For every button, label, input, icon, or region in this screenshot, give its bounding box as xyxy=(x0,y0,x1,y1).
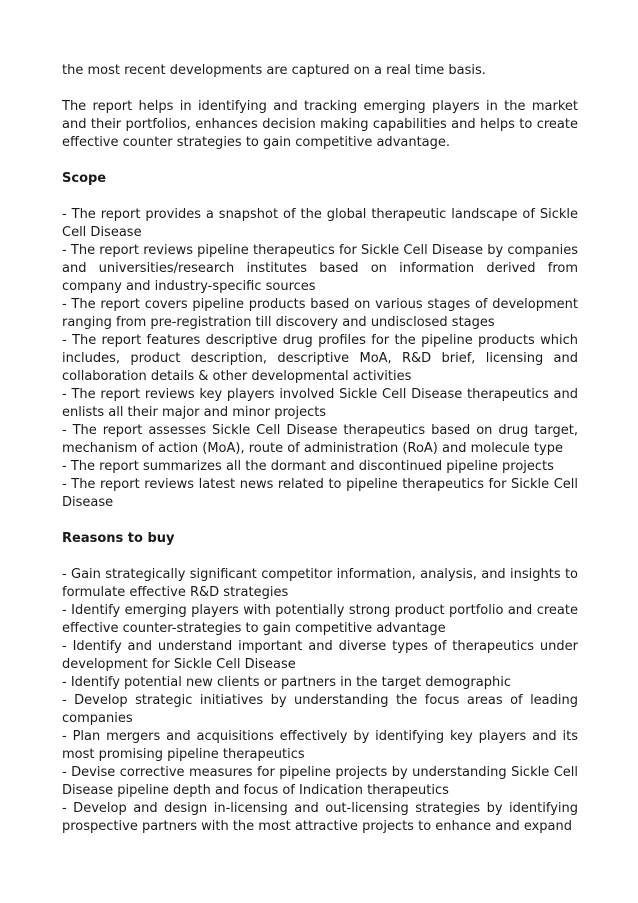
spacer xyxy=(62,152,578,170)
scope-item: - The report summarizes all the dormant and discontinued pipeline projects xyxy=(62,459,554,474)
reason-item: - Develop and design in-licensing and out-licensing strategies by identifying prospective partners with the most attractive projects to enhance and expand xyxy=(62,801,578,834)
spacer xyxy=(62,548,578,566)
reason-item: - Devise corrective measures for pipeline projects by understanding Sickle Cell Disease pipeline depth and focus of Indication therapeutics xyxy=(62,765,578,798)
reason-item: - Identify and understand important and diverse types of therapeutics under development for Sickle Cell Disease xyxy=(62,639,578,672)
spacer xyxy=(62,80,578,98)
reason-item: - Plan mergers and acquisitions effectively by identifying key players and its most promising pipeline therapeutics xyxy=(62,729,578,762)
document-page xyxy=(62,62,578,836)
reason-item: - Identify emerging players with potentially strong product portfolio and create effective counter-strategies to gain competitive advantage xyxy=(62,603,578,636)
scope-item: - The report assesses Sickle Cell Disease therapeutics based on drug target, mechanism of action (MoA), route of administration (RoA) and molecule type xyxy=(62,423,578,456)
reason-item: - Develop strategic initiatives by understanding the focus areas of leading companies xyxy=(62,693,578,726)
scope-item: - The report reviews latest news related to pipeline therapeutics for Sickle Cell Disease xyxy=(62,477,578,510)
scope-list xyxy=(62,206,578,512)
reason-item: - Gain strategically significant competitor information, analysis, and insights to formulate effective R&D strategies xyxy=(62,567,578,600)
scope-item: - The report covers pipeline products based on various stages of development ranging from pre-registration till discovery and undisclosed stages xyxy=(62,297,578,330)
scope-item: - The report reviews key players involved Sickle Cell Disease therapeutics and enlists all their major and minor projects xyxy=(62,387,578,420)
scope-heading: Scope xyxy=(62,171,107,186)
reasons-list xyxy=(62,566,578,836)
scope-item: - The report provides a snapshot of the global therapeutic landscape of Sickle Cell Disease xyxy=(62,207,578,240)
intro-tail-paragraph: the most recent developments are captured on a real time basis. xyxy=(62,63,486,78)
spacer xyxy=(62,512,578,530)
reason-item: - Identify potential new clients or partners in the target demographic xyxy=(62,675,511,690)
scope-item: - The report features descriptive drug profiles for the pipeline products which includes, product description, descriptive MoA, R&D brief, licensing and collaboration details & other developmental activities xyxy=(62,333,578,384)
spacer xyxy=(62,188,578,206)
report-helps-paragraph: The report helps in identifying and tracking emerging players in the market and their portfolios, enhances decision making capabilities and helps to create effective counter strategies to gain competitive advantage. xyxy=(62,99,578,150)
scope-item: - The report reviews pipeline therapeutics for Sickle Cell Disease by companies and universities/research institutes based on information derived from company and industry-specific sources xyxy=(62,243,578,294)
reasons-heading: Reasons to buy xyxy=(62,531,175,546)
